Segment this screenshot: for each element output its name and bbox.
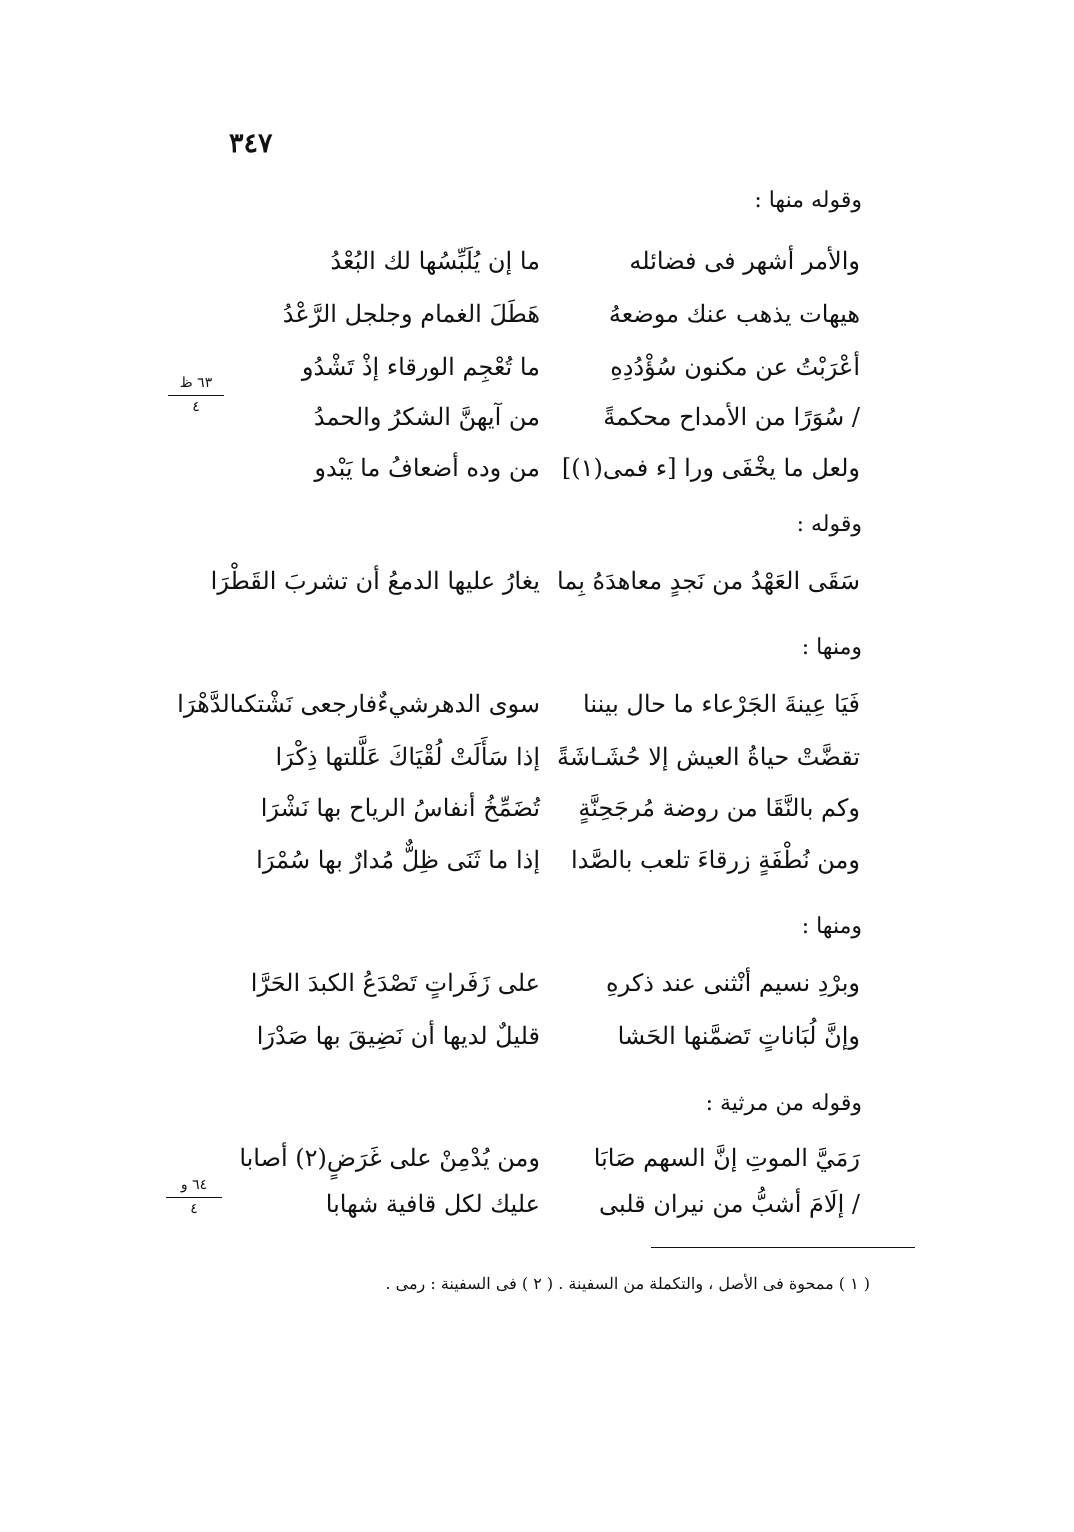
verse-second-hemistich: ومن يُدْمِنْ على غَرَضٍ(٢) أصابا [239,1144,540,1172]
verse-second-hemistich: يغارُ عليها الدمعُ أن تشربَ القَطْرَا [210,567,540,595]
verse-first-hemistich: وبرْدِ نسيم أنْثنى عند ذكرهِ [606,969,860,997]
verse-first-hemistich: أعْرَبْتُ عن مكنون سُؤْدُدِهِ [610,353,860,381]
verse-first-hemistich: / إلَامَ أشبُّ من نيران قلبى [598,1190,860,1218]
verse-line [210,567,860,615]
verse-second-hemistich: إذا سَأَلَتْ لُقْيَاكَ عَلَّلتها ذِكْرَا [275,743,540,771]
verse-first-hemistich: / سُوَرًا من الأمداح محكمةً [603,403,860,431]
footnote: ( ١ ) ممحوة فى الأصل ، والتكملة من السفينة . ( ٢ ) فى السفينة : رمى . [385,1274,870,1293]
verse-second-hemistich: من وده أضعافُ ما يَبْدو [314,454,540,482]
margin-folio-ref [166,1178,222,1218]
section-heading: ومنها : [801,914,862,939]
verse-first-hemistich: وكم بالنَّقَا من روضة مُرجَحِنَّةٍ [578,794,860,822]
verse-line [228,1190,860,1238]
verse-line [228,1144,860,1192]
verse-second-hemistich: من آيهنَّ الشكرُ والحمدُ [313,403,540,431]
section-heading: وقوله : [796,512,862,537]
verse-second-hemistich: ما تُعْجِم الورقاء إذْ تَشْدُو [301,353,540,381]
margin-folio-sub: ٤ [192,399,200,416]
page-number: ٣٤٧ [229,128,273,159]
verse-second-hemistich: إذا ما ثَنَى ظِلٌّ مُدارٌ بها سُمْرَا [256,846,540,874]
verse-second-hemistich: قليلٌ لديها أن نَضِيقَ بها صَدْرَا [256,1022,540,1050]
verse-line [228,403,860,451]
margin-folio-number: ٦٤ و [166,1178,222,1198]
verse-line [228,846,860,894]
margin-folio-sub: ٤ [190,1201,198,1218]
verse-line [228,247,860,295]
verse-first-hemistich: وإنَّ لُبَاناتٍ تَضمَّنها الحَشا [617,1022,860,1050]
verse-first-hemistich: هيهات يذهب عنك موضعهُ [608,300,860,328]
verse-second-hemistich: تُضَمِّخُ أنفاسُ الرياح بها نَشْرَا [260,794,540,822]
footnote-rule [651,1247,915,1248]
verse-second-hemistich: على زَفَراتٍ تَصْدَعُ الكبدَ الحَرَّا [250,969,540,997]
section-heading: ومنها : [801,635,862,660]
verse-line [228,454,860,502]
verse-first-hemistich: رَمَيَّ الموتِ إنَّ السهم صَابَا [593,1144,860,1172]
margin-folio-number: ٦٣ ظ [168,376,224,396]
verse-first-hemistich: سَقَى العَهْدُ من نَجدٍ معاهدَهُ بِما [557,567,860,595]
verse-line [228,743,860,791]
verse-line [228,353,860,401]
verse-second-hemistich: عليك لكل قافية شهابا [325,1190,540,1218]
verse-first-hemistich: ولعل ما يخْفَى ورا [ء فمى(١)] [561,454,860,482]
verse-line [228,1022,860,1070]
verse-first-hemistich: والأمر أشهر فى فضائله [629,247,860,275]
verse-first-hemistich: فَيَا عِينةَ الجَرْعاء ما حال بيننا [583,690,860,718]
verse-line [177,690,860,738]
verse-line [228,794,860,842]
section-heading: وقوله منها : [754,188,862,213]
verse-first-hemistich: ومن نُطْفَةٍ زرقاءَ تلعب بالصَّدا [570,846,860,874]
verse-line [228,300,860,348]
verse-first-hemistich: تقضَّتْ حياةُ العيش إلا حُشَـاشَةً [557,743,860,771]
verse-second-hemistich: سوى الدهرشيءٌفارجعى نَشْتكىالدَّهْرَا [177,690,540,718]
verse-line [228,969,860,1017]
section-heading: وقوله من مرثية : [705,1091,862,1116]
verse-second-hemistich: هَطَلَ الغمام وجلجل الرَّعْدُ [282,300,540,328]
verse-second-hemistich: ما إن يُلَبِّسُها لك البُعْدُ [330,247,540,275]
margin-folio-ref [168,376,224,416]
